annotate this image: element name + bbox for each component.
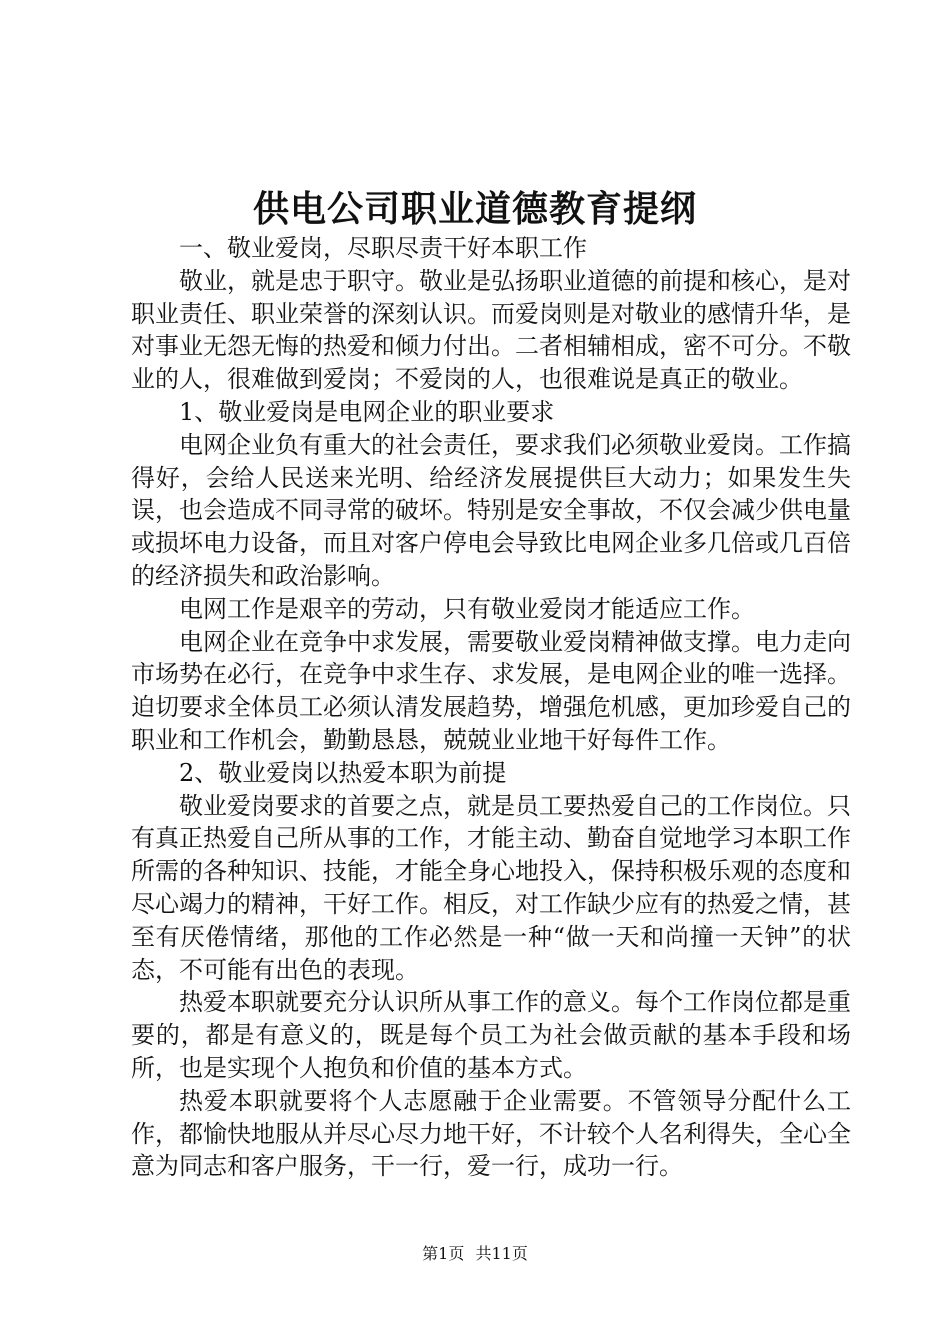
page-total: 共11页 [475, 1244, 528, 1263]
page-number: 第1页 [422, 1244, 465, 1263]
subsection-heading: 1、敬业爱岗是电网企业的职业要求 [179, 397, 555, 426]
subsection-heading: 2、敬业爱岗以热爱本职为前提 [179, 758, 507, 787]
body-paragraph: 电网企业在竞争中求发展，需要敬业爱岗精神做支撑。电力走向市场势在必行，在竞争中求生存、求发展，是电网企业的唯一选择。迫切要求全体员工必须认清发展趋势，增强危机感，更加珍爱自己的职业和工作机会，勤勤恳恳，兢兢业业地干好每件工作。 [131, 627, 851, 754]
document-body [131, 232, 851, 1183]
body-paragraph: 敬业，就是忠于职守。敬业是弘扬职业道德的前提和核心，是对职业责任、职业荣誉的深刻认识。而爱岗则是对敬业的感情升华，是对事业无怨无悔的热爱和倾力付出。二者相辅相成，密不可分。不敬业的人，很难做到爱岗；不爱岗的人，也很难说是真正的敬业。 [131, 266, 851, 394]
body-paragraph: 敬业爱岗要求的首要之点，就是员工要热爱自己的工作岗位。只有真正热爱自己所从事的工作，才能主动、勤奋自觉地学习本职工作所需的各种知识、技能，才能全身心地投入，保持积极乐观的态度和尽心竭力的精神，干好工作。相反，对工作缺少应有的热爱之情，甚至有厌倦情绪，那他的工作必然是一种“做一天和尚撞一天钟”的状态，不可能有出色的表现。 [131, 791, 851, 984]
page-footer [0, 1242, 950, 1266]
body-paragraph: 热爱本职就要充分认识所从事工作的意义。每个工作岗位都是重要的，都是有意义的，既是每个员工为社会做贡献的基本手段和场所，也是实现个人抱负和价值的基本方式。 [131, 988, 851, 1082]
document-title: 供电公司职业道德教育提纲 [252, 188, 697, 230]
body-paragraph: 电网工作是艰辛的劳动，只有敬业爱岗才能适应工作。 [179, 594, 755, 623]
section-heading: 一、敬业爱岗，尽职尽责干好本职工作 [179, 234, 587, 262]
body-paragraph: 电网企业负有重大的社会责任，要求我们必须敬业爱岗。工作搞得好，会给人民送来光明、给经济发展提供巨大动力；如果发生失误，也会造成不同寻常的破坏。特别是安全事故，不仅会减少供电量或损坏电力设备，而且对客户停电会导致比电网企业多几倍或几百倍的经济损失和政治影响。 [131, 430, 851, 590]
body-paragraph: 热爱本职就要将个人志愿融于企业需要。不管领导分配什么工作，都愉快地服从并尽心尽力地干好，不计较个人名利得失，全心全意为同志和客户服务，干一行，爱一行，成功一行。 [131, 1086, 851, 1181]
